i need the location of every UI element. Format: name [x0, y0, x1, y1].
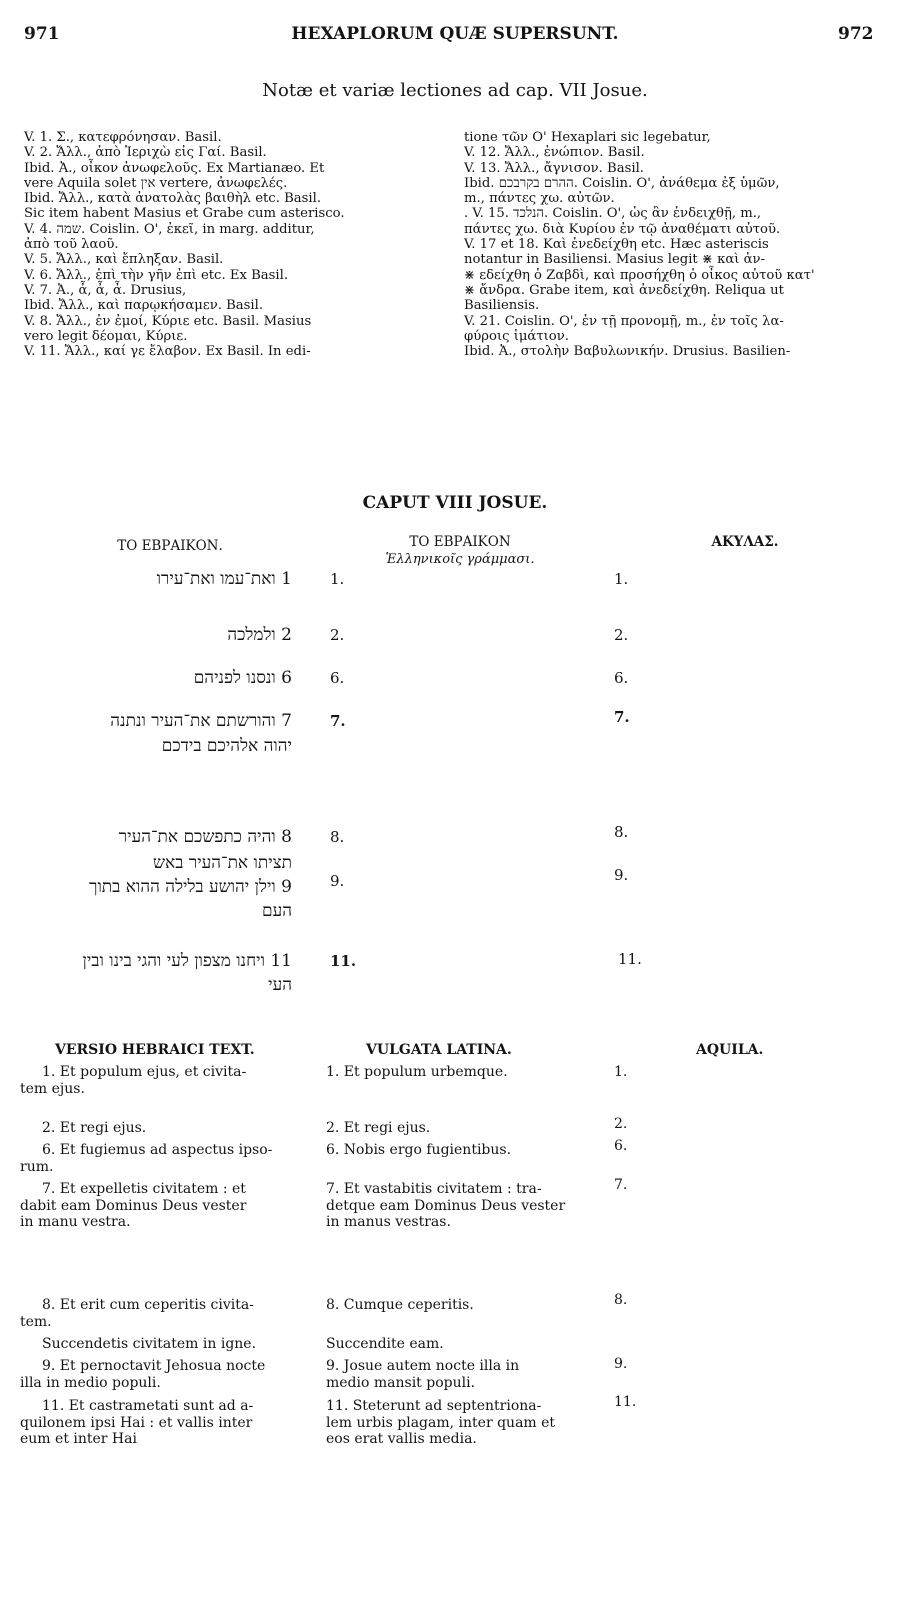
- versio-cell: [20, 1358, 300, 1391]
- aquila-cell: 8.: [614, 1292, 628, 1308]
- vulgata-line: detque eam Dominus Deus vester: [326, 1197, 566, 1214]
- note-line: V. 7. Ἀ., ἆ, ἆ, ἆ. Drusius,: [24, 282, 187, 298]
- note-line: Sic item habent Masius et Grabe cum asterisco.: [24, 206, 345, 222]
- note-line: vere Aquila solet אין vertere, ἀνωφελές.: [24, 175, 288, 191]
- col-head-greek-letters: ΤΟ ΕΒΡΑΙΚΟΝ: [409, 534, 511, 550]
- versio-line: in manu vestra.: [20, 1214, 131, 1230]
- note-line: V. 21. Coislin. O', ἐν τῇ προνομῇ, m., ἐν τοῖς λα-: [464, 313, 784, 329]
- versio-cell: [20, 1297, 300, 1330]
- versio-line: 8. Et erit cum ceperitis civita-: [42, 1297, 254, 1313]
- note-line: vero legit δέομαι, Κύριε.: [24, 328, 188, 344]
- vulgata-line: 7. Et vastabitis civitatem : tra-: [326, 1181, 542, 1197]
- hebrew-line: 9 וילן יהושע בלילה ההוא בתוך: [89, 877, 292, 897]
- row-number: 7.: [614, 708, 630, 726]
- note-line: V. 12. Ἄλλ., ἐνώπιον. Basil.: [464, 145, 645, 161]
- col-head-greek-letters-sub: Ἑλληνικοῖς γράμμασι.: [385, 552, 535, 567]
- versio-line: 9. Et pernoctavit Jehosua nocte: [42, 1358, 266, 1374]
- note-line: notantur in Basiliensi. Masius legit ⋇ καὶ ἀν-: [464, 252, 766, 268]
- page-number-right: 972: [838, 24, 874, 44]
- row-number: 1.: [330, 570, 345, 588]
- versio-line: tem.: [20, 1313, 52, 1330]
- col-head-versio: VERSIO HEBRAICI TEXT.: [55, 1042, 255, 1058]
- note-line: Ibid. Ἀ., οἶκον ἀνωφελοῦς. Ex Martianæo. Et: [24, 160, 325, 176]
- note-line: V. 8. Ἄλλ., ἐν ἐμοί, Κύριε etc. Basil. Masius: [24, 313, 312, 329]
- vulgata-cell: [326, 1120, 606, 1137]
- note-line: tione τῶν O' Hexaplari sic legebatur,: [464, 130, 711, 145]
- hebrew-line: 8 והיה כתפשכם את־העיר: [118, 827, 292, 847]
- hebrew-line: העם: [261, 901, 292, 921]
- note-line: . V. 15. הנלכד. Coislin. O', ὡς ἂν ἐνδειχθῇ, m.,: [464, 206, 762, 222]
- row-number: 7.: [330, 712, 346, 730]
- versio-line: 6. Et fugiemus ad aspectus ipso-: [42, 1142, 273, 1158]
- versio-cell: [20, 1142, 300, 1175]
- note-line: V. 5. Ἄλλ., καὶ ἔπληξαν. Basil.: [24, 252, 224, 268]
- aquila-cell: 9.: [614, 1356, 628, 1372]
- running-title: HEXAPLORUM QUÆ SUPERSUNT.: [291, 24, 619, 44]
- vulgata-line: 9. Josue autem nocte illa in: [326, 1358, 520, 1374]
- row-number: 2.: [614, 626, 629, 644]
- note-line: V. 11. Ἄλλ., καί γε ἔλαβον. Ex Basil. In edi-: [24, 344, 311, 360]
- row-number: 6.: [330, 669, 345, 687]
- hebrew-line: 6 ונסנו לפניהם: [193, 668, 292, 688]
- row-number: 11.: [330, 952, 357, 970]
- versio-line: quilonem ipsi Hai : et vallis inter: [20, 1414, 253, 1431]
- vulgata-line: lem urbis plagam, inter quam et: [326, 1414, 556, 1431]
- hebrew-line: תציתו את־העיר באש: [153, 853, 292, 873]
- vulgata-line: 6. Nobis ergo fugientibus.: [326, 1142, 512, 1158]
- vulgata-cell: [326, 1142, 606, 1159]
- note-line: V. 6. Ἄλλ., ἐπὶ τὴν γῆν ἐπὶ etc. Ex Basil.: [24, 267, 289, 283]
- aquila-cell: 11.: [614, 1394, 637, 1410]
- versio-line: rum.: [20, 1158, 54, 1175]
- versio-line: dabit eam Dominus Deus vester: [20, 1197, 247, 1214]
- row-number: 9.: [330, 872, 345, 890]
- chapter-heading: CAPUT VIII JOSUE.: [362, 493, 548, 513]
- note-line: Ibid. ההרם בקרבכם. Coislin. O', ἀνάθεμα ἐξ ὑμῶν,: [464, 175, 780, 191]
- vulgata-line: in manus vestras.: [326, 1214, 451, 1230]
- col-head-aquila-latin: AQUILA.: [696, 1042, 764, 1058]
- note-line: Ibid. Ἀ., στολὴν Βαβυλωνικήν. Drusius. Basilien-: [464, 344, 791, 360]
- note-line: V. 13. Ἄλλ., ἄγνισον. Basil.: [464, 160, 644, 176]
- versio-cell: [20, 1064, 300, 1097]
- note-line: V. 1. Σ., κατεφρόνησαν. Basil.: [24, 130, 222, 145]
- note-line: ⋇ εδείχθη ὁ Ζαβδὶ, καὶ προσήχθη ὁ οἶκος αὐτοῦ κατ': [464, 267, 815, 283]
- notes-right-column: [464, 130, 894, 359]
- hebrew-line: העי: [268, 975, 292, 995]
- vulgata-line: 1. Et populum urbemque.: [326, 1064, 508, 1080]
- hebrew-line: 7 והורשתם את־העיר ונתנה: [110, 711, 292, 731]
- note-line: Ibid. Ἄλλ., καὶ παρῳκήσαμεν. Basil.: [24, 298, 264, 314]
- aquila-cell: 1.: [614, 1064, 628, 1080]
- aquila-cell: 7.: [614, 1177, 628, 1193]
- row-number: 8.: [614, 823, 629, 841]
- note-line: φύροις ἱμάτιον.: [464, 328, 569, 344]
- aquila-cell: 2.: [614, 1116, 628, 1132]
- vulgata-line: eos erat vallis media.: [326, 1431, 477, 1447]
- note-line: V. 4. שמה. Coislin. O', ἐκεῖ, in marg. additur,: [24, 221, 315, 237]
- versio-line: tem ejus.: [20, 1080, 85, 1097]
- vulgata-line: medio mansit populi.: [326, 1374, 476, 1391]
- page-number-left: 971: [24, 24, 60, 44]
- note-line: Basiliensis.: [464, 298, 540, 314]
- versio-line: 2. Et regi ejus.: [42, 1120, 147, 1136]
- row-number: 11.: [618, 950, 642, 968]
- note-line: ἀπὸ τοῦ λαοῦ.: [24, 237, 119, 253]
- note-line: Ibid. Ἄλλ., κατὰ ἀνατολὰς βαιθὴλ etc. Basil.: [24, 191, 322, 207]
- versio-cell: [20, 1336, 300, 1353]
- versio-line: eum et inter Hai: [20, 1431, 137, 1447]
- note-line: πάντες χω. διὰ Κυρίου ἐν τῷ ἀναθέματι αὐτοῦ.: [464, 221, 781, 237]
- row-number: 9.: [614, 866, 629, 884]
- row-number: 1.: [614, 570, 629, 588]
- col-head-aquila-greek: ΑΚΥΛΑΣ.: [711, 534, 779, 550]
- vulgata-line: 2. Et regi ejus.: [326, 1120, 431, 1136]
- row-number: 8.: [330, 828, 345, 846]
- versio-cell: [20, 1181, 305, 1231]
- note-line: V. 2. Ἄλλ., ἀπὸ Ἰεριχὼ εἰς Γαί. Basil.: [24, 145, 267, 161]
- versio-line: 1. Et populum ejus, et civita-: [42, 1064, 247, 1080]
- vulgata-cell: [326, 1297, 606, 1314]
- vulgata-cell: [326, 1064, 606, 1081]
- versio-cell: [20, 1398, 305, 1448]
- versio-line: Succendetis civitatem in igne.: [42, 1336, 257, 1352]
- hebrew-line: 1 ואת־עמו ואת־עירו: [156, 569, 292, 589]
- vulgata-cell: [326, 1398, 606, 1448]
- note-line: ⋇ ἄνδρα. Grabe item, καὶ ἀνεδείχθη. Reliqua ut: [464, 282, 784, 298]
- hebrew-line: יהוה אלהיכם בידכם: [161, 736, 292, 756]
- vulgata-cell: [326, 1336, 606, 1353]
- vulgata-line: Succendite eam.: [326, 1336, 444, 1352]
- vulgata-cell: [326, 1358, 606, 1391]
- aquila-cell: 6.: [614, 1138, 628, 1154]
- notes-left-column: [24, 130, 439, 359]
- note-line: V. 17 et 18. Καὶ ἐνεδείχθη etc. Hæc asteriscis: [464, 237, 769, 253]
- vulgata-cell: [326, 1181, 606, 1231]
- versio-line: 7. Et expelletis civitatem : et: [42, 1181, 246, 1197]
- col-head-vulgata: VULGATA LATINA.: [366, 1042, 512, 1058]
- hebrew-line: 2 ולמלכה: [227, 625, 292, 645]
- vulgata-line: 8. Cumque ceperitis.: [326, 1297, 474, 1313]
- versio-cell: [20, 1120, 300, 1137]
- versio-line: illa in medio populi.: [20, 1374, 161, 1391]
- note-line: m., πάντες χω. αὐτῶν.: [464, 191, 615, 207]
- col-head-hebrew: ΤΟ ΕΒΡΑΙΚΟΝ.: [117, 538, 223, 554]
- row-number: 2.: [330, 626, 345, 644]
- notes-subtitle: Notæ et variæ lectiones ad cap. VII Josue.: [262, 80, 648, 101]
- row-number: 6.: [614, 669, 629, 687]
- versio-line: 11. Et castrametati sunt ad a-: [42, 1398, 254, 1414]
- vulgata-line: 11. Steterunt ad septentriona-: [326, 1398, 542, 1414]
- hebrew-line: 11 ויחנו מצפון לעי והגי בינו ובין: [82, 951, 292, 971]
